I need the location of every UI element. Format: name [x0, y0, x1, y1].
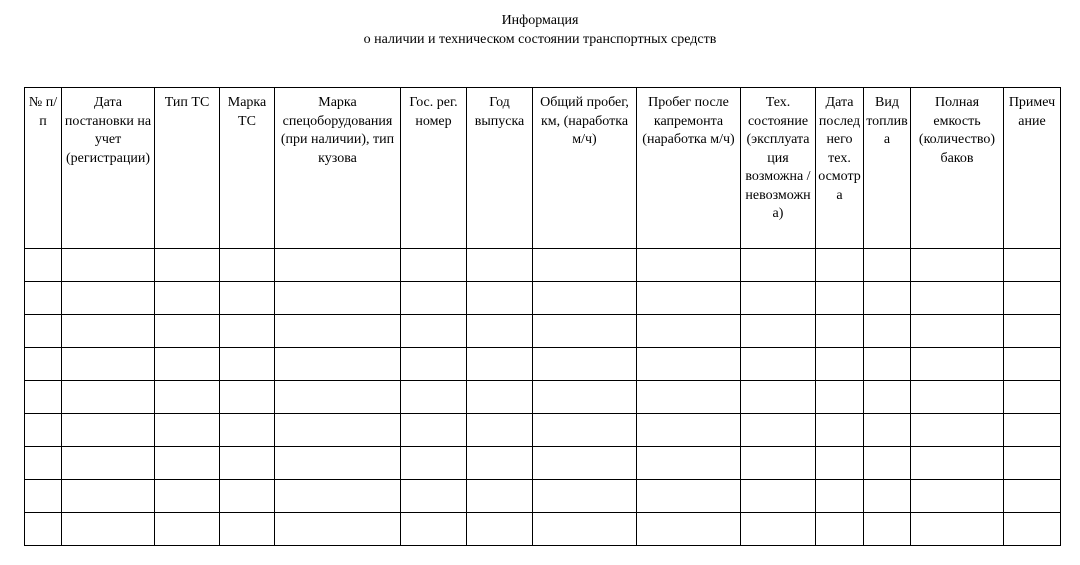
table-cell [1004, 315, 1061, 348]
table-cell [155, 414, 220, 447]
table-cell [25, 315, 62, 348]
table-cell [637, 513, 741, 546]
table-cell [911, 315, 1004, 348]
table-cell [220, 315, 275, 348]
table-cell [62, 282, 155, 315]
table-cell [816, 381, 864, 414]
table-cell [741, 480, 816, 513]
table-cell [401, 447, 467, 480]
table-cell [911, 348, 1004, 381]
table-cell [816, 480, 864, 513]
table-cell [816, 414, 864, 447]
column-header-technical-condition: Тех. состояние (эксплуатация возможна /невозможна) [741, 88, 816, 249]
table-cell [401, 282, 467, 315]
document-subtitle: о наличии и техническом состоянии транспортных средств [363, 32, 717, 47]
table-cell [741, 447, 816, 480]
table-cell [467, 249, 533, 282]
table-cell [25, 513, 62, 546]
table-cell [401, 513, 467, 546]
table-cell [816, 447, 864, 480]
table-cell [275, 282, 401, 315]
table-cell [220, 414, 275, 447]
table-cell [275, 381, 401, 414]
table-cell [25, 414, 62, 447]
table-cell [741, 315, 816, 348]
table-cell [637, 381, 741, 414]
table-cell [533, 414, 637, 447]
table-cell [25, 480, 62, 513]
table-cell [155, 480, 220, 513]
table-cell [62, 480, 155, 513]
document-title: Информация [501, 13, 579, 28]
table-cell [911, 447, 1004, 480]
table-cell [275, 315, 401, 348]
column-header-number: № п/п [25, 88, 62, 249]
column-header-last-inspection-date: Дата последнего тех. осмотра [816, 88, 864, 249]
table-body [25, 249, 1061, 546]
table-cell [533, 480, 637, 513]
table-cell [816, 315, 864, 348]
table-cell [637, 282, 741, 315]
table-cell [911, 480, 1004, 513]
table-cell [637, 480, 741, 513]
table-cell [911, 282, 1004, 315]
table-cell [275, 480, 401, 513]
table-cell [864, 381, 911, 414]
table-cell [401, 480, 467, 513]
table-row [25, 480, 1061, 513]
column-header-registration-date: Дата постановки на учет (регистрации) [62, 88, 155, 249]
table-cell [864, 315, 911, 348]
table-cell [864, 249, 911, 282]
table-cell [911, 381, 1004, 414]
table-cell [467, 348, 533, 381]
column-header-year: Год выпуска [467, 88, 533, 249]
column-header-tank-capacity: Полная емкость (количество) баков [911, 88, 1004, 249]
table-cell [25, 282, 62, 315]
table-cell [533, 282, 637, 315]
table-cell [741, 282, 816, 315]
table-cell [155, 348, 220, 381]
table-cell [864, 348, 911, 381]
table-cell [467, 414, 533, 447]
table-cell [467, 315, 533, 348]
table-row [25, 315, 1061, 348]
table-cell [275, 513, 401, 546]
table-cell [1004, 282, 1061, 315]
table-cell [25, 348, 62, 381]
table-cell [155, 282, 220, 315]
table-cell [864, 414, 911, 447]
table-cell [1004, 480, 1061, 513]
table-cell [155, 381, 220, 414]
table-cell [533, 348, 637, 381]
table-cell [155, 249, 220, 282]
table-cell [1004, 414, 1061, 447]
table-cell [220, 249, 275, 282]
vehicle-info-table [24, 87, 1061, 546]
column-header-special-equipment: Марка спецоборудования (при наличии), тип кузова [275, 88, 401, 249]
table-cell [62, 348, 155, 381]
table-cell [533, 513, 637, 546]
table-cell [25, 381, 62, 414]
table-cell [401, 315, 467, 348]
table-cell [816, 513, 864, 546]
table-cell [1004, 249, 1061, 282]
table-cell [864, 513, 911, 546]
table-cell [911, 249, 1004, 282]
table-cell [533, 249, 637, 282]
column-header-registration-number: Гос. рег. номер [401, 88, 467, 249]
table-header-row [25, 88, 1061, 249]
table-cell [533, 315, 637, 348]
table-cell [275, 447, 401, 480]
table-cell [467, 513, 533, 546]
table-cell [62, 447, 155, 480]
column-header-fuel-type: Вид топлива [864, 88, 911, 249]
table-cell [1004, 381, 1061, 414]
table-cell [533, 447, 637, 480]
table-cell [62, 381, 155, 414]
table-cell [637, 315, 741, 348]
column-header-notes: Примечание [1004, 88, 1061, 249]
column-header-vehicle-make: Марка ТС [220, 88, 275, 249]
table-cell [637, 249, 741, 282]
table-cell [637, 414, 741, 447]
table-cell [467, 480, 533, 513]
table-cell [220, 447, 275, 480]
table-cell [401, 414, 467, 447]
table-cell [911, 414, 1004, 447]
table-cell [741, 513, 816, 546]
table-cell [401, 249, 467, 282]
table-cell [816, 348, 864, 381]
table-cell [220, 381, 275, 414]
table-cell [467, 447, 533, 480]
table-cell [911, 513, 1004, 546]
table-cell [816, 249, 864, 282]
table-row [25, 513, 1061, 546]
table-cell [741, 381, 816, 414]
table-cell [62, 513, 155, 546]
table-cell [155, 447, 220, 480]
table-cell [637, 447, 741, 480]
table-cell [401, 381, 467, 414]
table-cell [864, 282, 911, 315]
table-cell [275, 414, 401, 447]
table-cell [1004, 513, 1061, 546]
table-row [25, 348, 1061, 381]
table-cell [864, 480, 911, 513]
table-cell [220, 282, 275, 315]
table-cell [155, 513, 220, 546]
table-cell [741, 348, 816, 381]
table-cell [533, 381, 637, 414]
table-cell [220, 480, 275, 513]
column-header-vehicle-type: Тип ТС [155, 88, 220, 249]
table-cell [467, 381, 533, 414]
table-row [25, 249, 1061, 282]
table-cell [864, 447, 911, 480]
table-cell [275, 249, 401, 282]
table-cell [155, 315, 220, 348]
table-cell [220, 348, 275, 381]
table-cell [401, 348, 467, 381]
table-cell [741, 249, 816, 282]
table-cell [25, 249, 62, 282]
table-cell [62, 414, 155, 447]
document-heading [0, 11, 1080, 49]
table-cell [741, 414, 816, 447]
table-cell [816, 282, 864, 315]
table-row [25, 381, 1061, 414]
table-cell [62, 249, 155, 282]
table-cell [62, 315, 155, 348]
table-cell [220, 513, 275, 546]
table-row [25, 282, 1061, 315]
table-row [25, 414, 1061, 447]
table-cell [25, 447, 62, 480]
table-row [25, 447, 1061, 480]
table-cell [1004, 348, 1061, 381]
column-header-mileage-after-overhaul: Пробег после капремонта (наработка м/ч) [637, 88, 741, 249]
table-cell [467, 282, 533, 315]
table-cell [1004, 447, 1061, 480]
table-cell [637, 348, 741, 381]
table-cell [275, 348, 401, 381]
column-header-total-mileage: Общий пробег, км, (наработка м/ч) [533, 88, 637, 249]
